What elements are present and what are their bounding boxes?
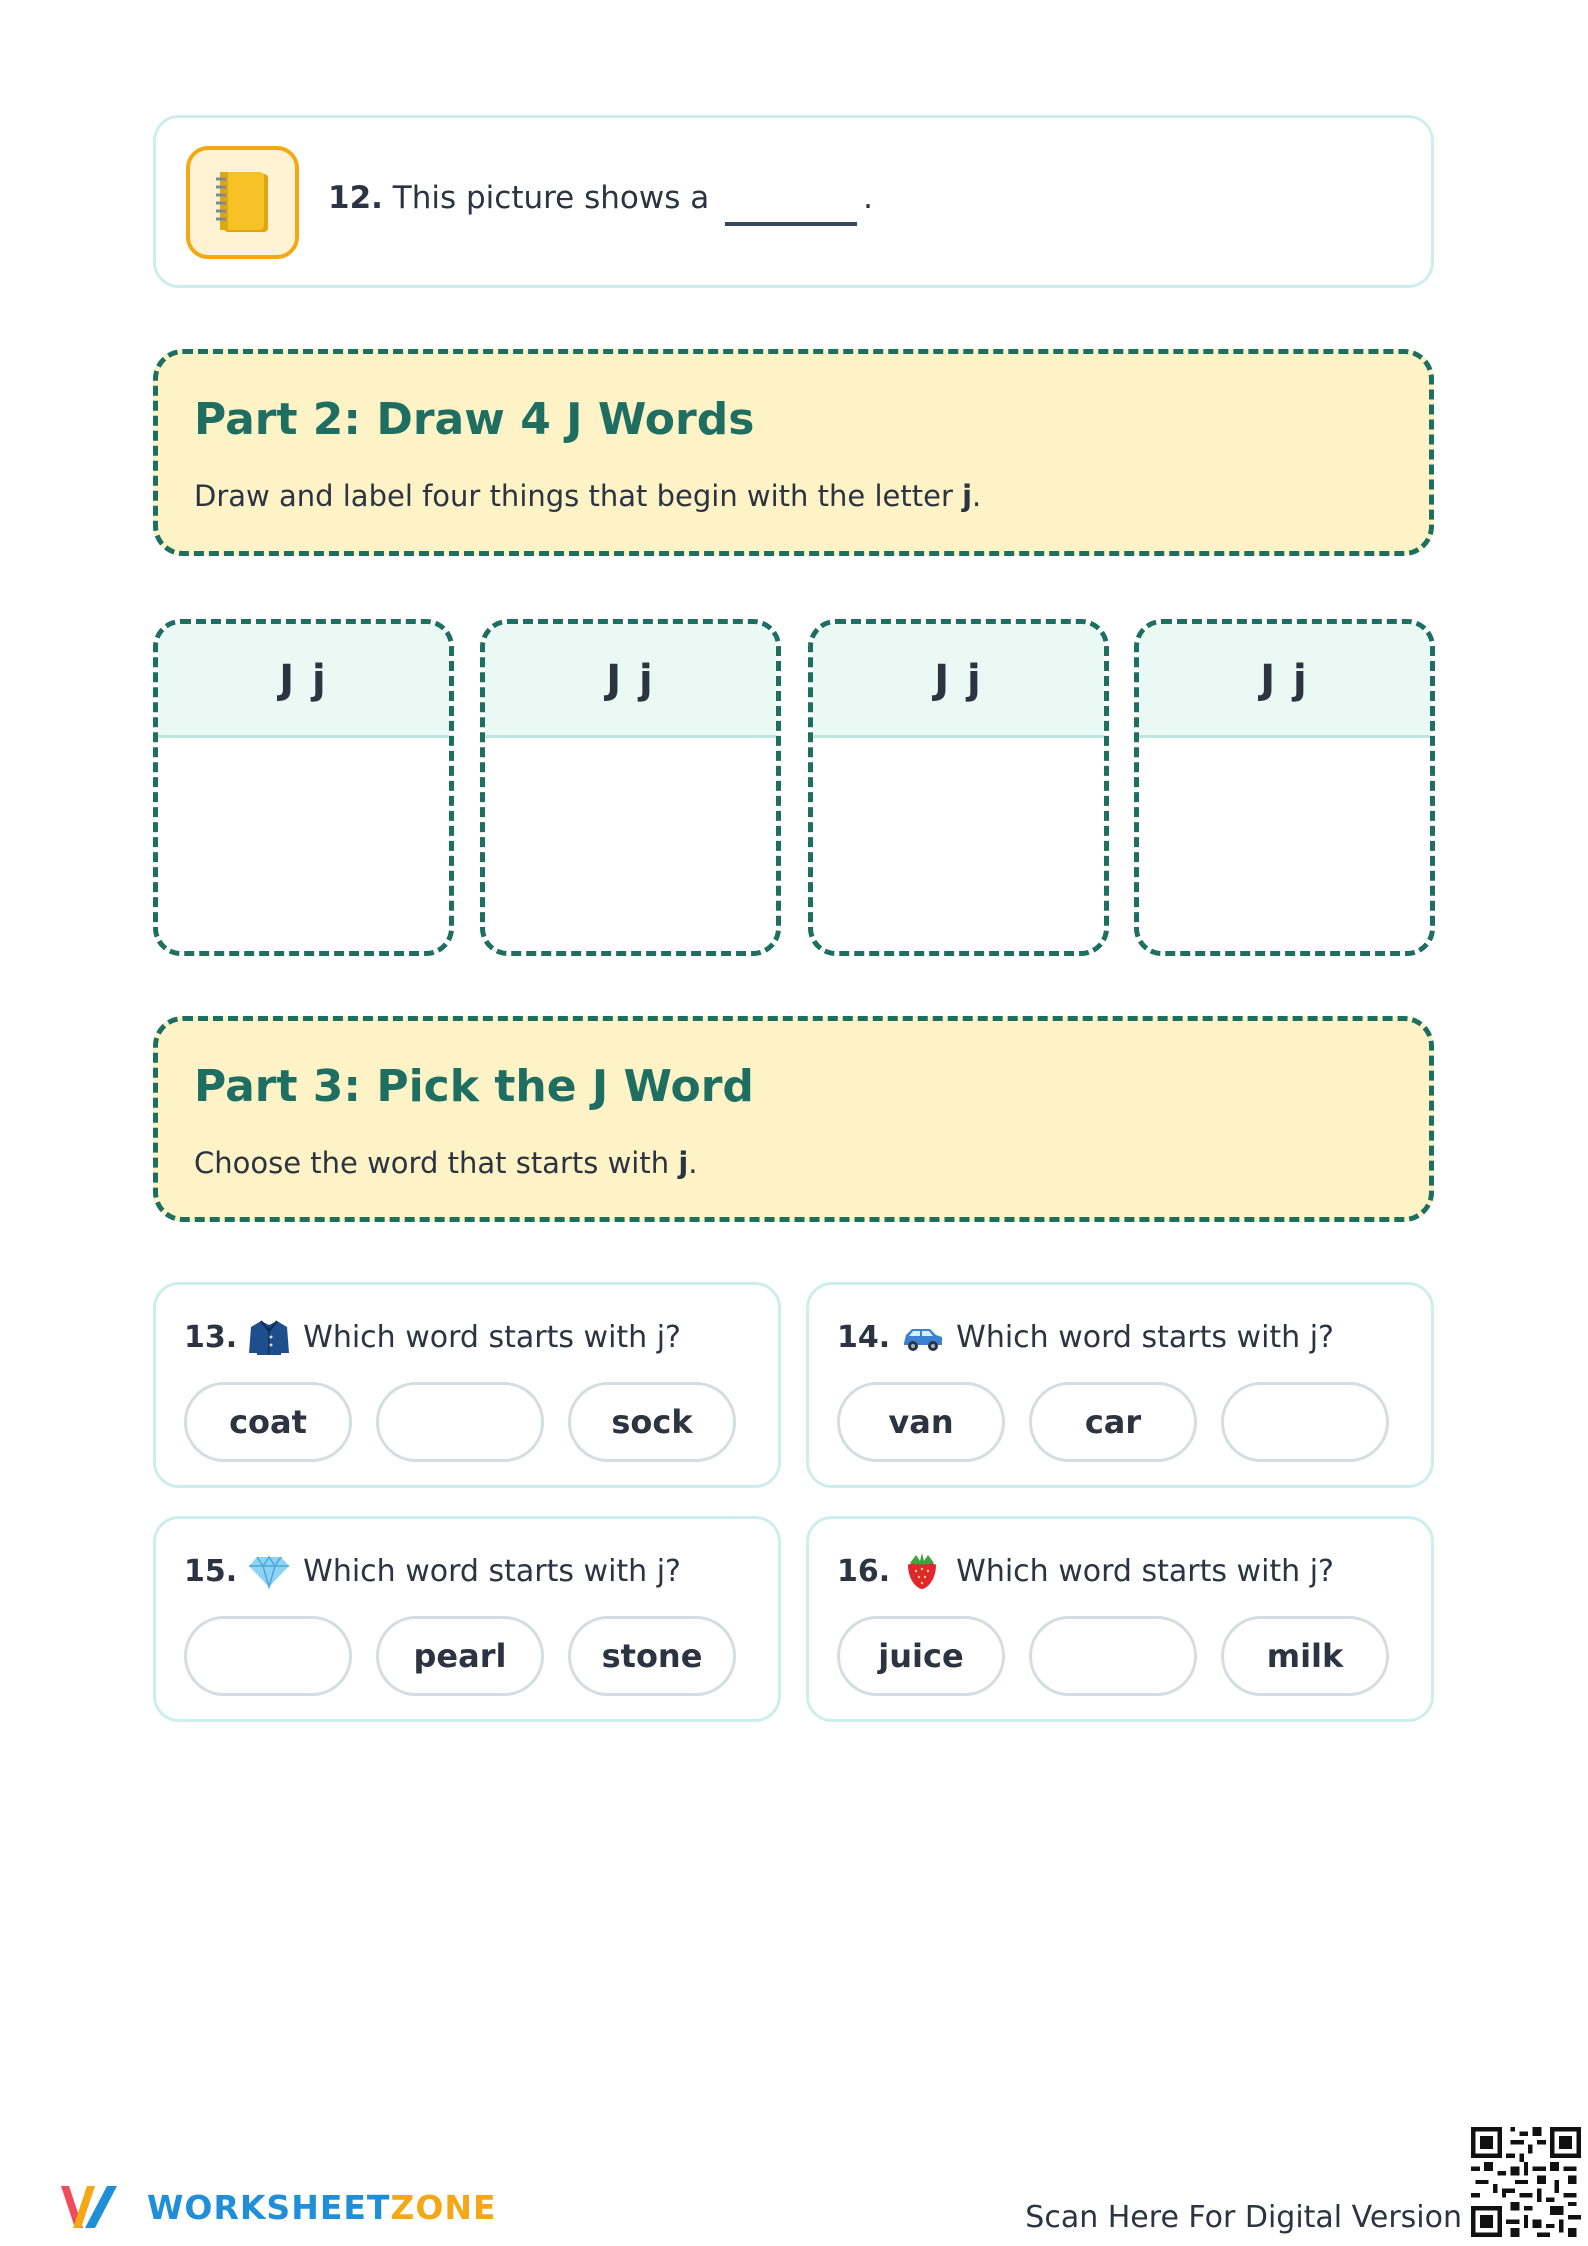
part-2-instruction [194, 479, 981, 513]
question-number: 14. [837, 1319, 891, 1355]
option-pill[interactable] [376, 1382, 544, 1462]
question-13-prompt [184, 1317, 681, 1357]
draw-box-2[interactable] [480, 619, 781, 956]
question-number: 12. [328, 180, 383, 216]
instruction-letter: j [962, 479, 973, 513]
draw-box-label: J j [813, 624, 1104, 738]
worksheetzone-logo[interactable] [57, 2178, 497, 2236]
part-3-header [153, 1016, 1434, 1222]
question-number: 15. [184, 1553, 238, 1589]
part-3-title: Part 3: Pick the J Word [194, 1061, 754, 1112]
qr-code-icon[interactable] [1471, 2127, 1581, 2237]
draw-box-label: J j [158, 624, 449, 738]
option-pill[interactable]: milk [1221, 1616, 1389, 1696]
instruction-text: Choose the word that starts with [194, 1146, 670, 1180]
option-pill[interactable]: van [837, 1382, 1005, 1462]
answer-blank[interactable] [725, 222, 857, 226]
option-pill[interactable]: juice [837, 1616, 1005, 1696]
logo-text-part1: WORKSHEET [147, 2187, 391, 2227]
question-text: Which word starts with j? [303, 1553, 681, 1589]
question-text: Which word starts with j? [956, 1553, 1334, 1589]
option-pill[interactable] [1029, 1616, 1197, 1696]
gem-icon [247, 1551, 291, 1591]
option-pill[interactable]: sock [568, 1382, 736, 1462]
strawberry-icon [900, 1551, 944, 1591]
worksheetzone-logo-icon [57, 2178, 133, 2236]
car-icon [900, 1317, 944, 1357]
part-2-header [153, 349, 1434, 556]
question-12-card [153, 115, 1434, 288]
option-pill[interactable] [184, 1616, 352, 1696]
instruction-letter: j [678, 1146, 689, 1180]
logo-text-part2: ZONE [390, 2187, 497, 2227]
option-pill[interactable]: car [1029, 1382, 1197, 1462]
question-14-card [806, 1282, 1434, 1488]
question-prompt: This picture shows a [392, 180, 710, 216]
period: . [972, 479, 982, 513]
question-12-text [328, 180, 873, 226]
question-number: 13. [184, 1319, 238, 1355]
draw-box-label: J j [1139, 624, 1430, 738]
period: . [688, 1146, 698, 1180]
period: . [863, 180, 873, 216]
question-16-card [806, 1516, 1434, 1722]
part-2-title: Part 2: Draw 4 J Words [194, 394, 755, 445]
coat-icon [247, 1317, 291, 1357]
question-text: Which word starts with j? [956, 1319, 1334, 1355]
question-15-card [153, 1516, 781, 1722]
option-pill[interactable]: stone [568, 1616, 736, 1696]
question-13-card [153, 1282, 781, 1488]
option-pill[interactable]: pearl [376, 1616, 544, 1696]
question-15-prompt [184, 1551, 681, 1591]
option-pill[interactable] [1221, 1382, 1389, 1462]
question-text: Which word starts with j? [303, 1319, 681, 1355]
question-14-prompt [837, 1317, 1334, 1357]
notebook-icon [212, 170, 274, 236]
instruction-text: Draw and label four things that begin with the letter [194, 479, 953, 513]
scan-instruction: Scan Here For Digital Version [1025, 2200, 1462, 2235]
draw-box-4[interactable] [1134, 619, 1435, 956]
draw-box-3[interactable] [808, 619, 1109, 956]
option-pill[interactable]: coat [184, 1382, 352, 1462]
question-number: 16. [837, 1553, 891, 1589]
part-3-instruction [194, 1146, 698, 1180]
draw-box-1[interactable] [153, 619, 454, 956]
logo-text [147, 2188, 497, 2227]
draw-box-label: J j [485, 624, 776, 738]
question-12-picture [186, 146, 299, 259]
question-16-prompt [837, 1551, 1334, 1591]
